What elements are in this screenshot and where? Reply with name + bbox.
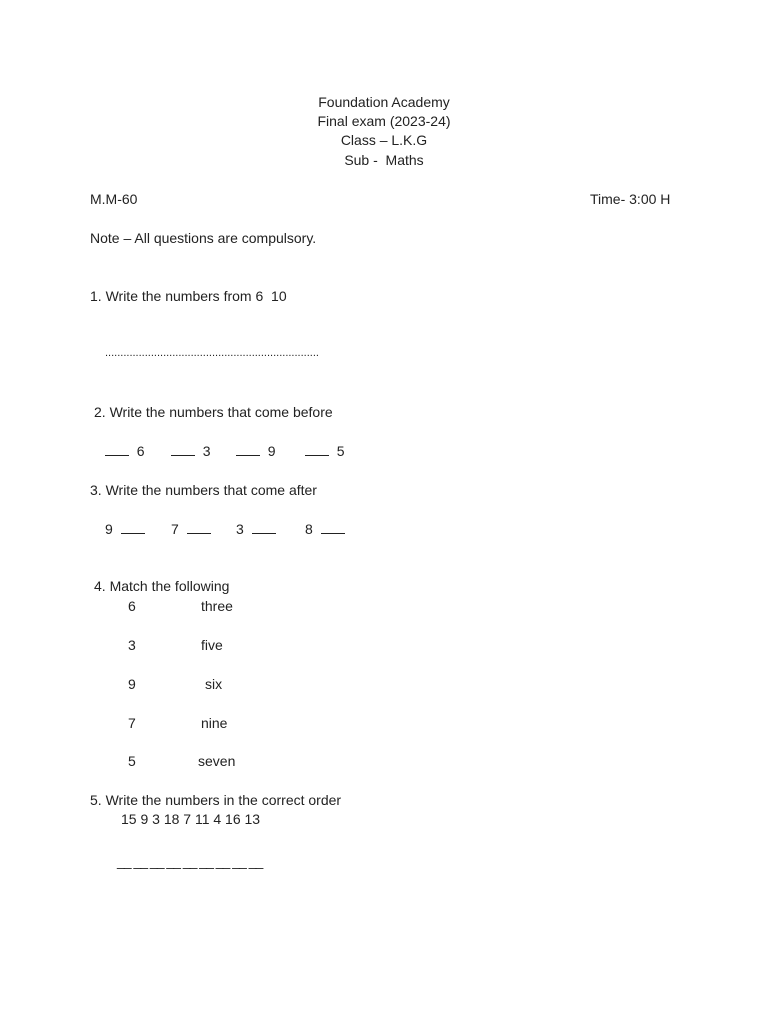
- q2-number: 3: [202, 443, 211, 459]
- match-left-item: 5: [128, 753, 136, 769]
- match-right-item: seven: [198, 753, 236, 769]
- answer-blank: [236, 443, 260, 456]
- answer-blank: [321, 521, 345, 534]
- q5-number-list: 15 9 3 18 7 11 4 16 13: [121, 811, 261, 827]
- school-name: Foundation Academy: [318, 94, 450, 110]
- match-left-item: 3: [128, 637, 136, 653]
- q3-number: 3: [236, 521, 244, 537]
- subject-label: Sub - Maths: [344, 152, 424, 168]
- match-right-item: three: [201, 598, 233, 614]
- q2-item: [236, 442, 276, 460]
- q3-number: 9: [105, 521, 113, 537]
- match-right-item: five: [201, 637, 223, 653]
- q3-item: [236, 520, 276, 538]
- q3-number: 7: [171, 521, 179, 537]
- answer-blank: [252, 521, 276, 534]
- q2-number: 6: [136, 443, 145, 459]
- time-allowed: Time- 3:00 H: [590, 191, 671, 207]
- q2-item: [305, 442, 345, 460]
- answer-blank: [305, 443, 329, 456]
- match-left-item: 9: [128, 676, 136, 692]
- q3-item: [105, 520, 145, 538]
- question-1: 1. Write the numbers from 6 10: [90, 288, 287, 304]
- q3-item: [171, 520, 211, 538]
- match-right-item: six: [205, 676, 223, 692]
- q2-number: 5: [336, 443, 345, 459]
- answer-blank: [187, 521, 211, 534]
- exam-title: Final exam (2023-24): [317, 113, 451, 129]
- class-label: Class – L.K.G: [340, 132, 428, 148]
- question-4: 4. Match the following: [94, 578, 230, 594]
- q2-item: [105, 442, 145, 460]
- answer-blank: [121, 521, 145, 534]
- answer-blank: [105, 443, 129, 456]
- question-3: 3. Write the numbers that come after: [90, 482, 317, 498]
- match-right-item: nine: [201, 715, 228, 731]
- max-marks: M.M-60: [90, 191, 138, 207]
- match-left-item: 6: [128, 598, 136, 614]
- q2-item: [171, 442, 211, 460]
- match-left-item: 7: [128, 715, 136, 731]
- q3-item: [305, 520, 345, 538]
- answer-blank: [171, 443, 195, 456]
- q5-answer-line: __ __ __ __ __ __ __ __ __: [117, 853, 263, 869]
- q3-number: 8: [305, 521, 313, 537]
- note: Note – All questions are compulsory.: [90, 230, 317, 246]
- question-5: 5. Write the numbers in the correct order: [90, 792, 342, 808]
- question-2: 2. Write the numbers that come before: [94, 404, 333, 420]
- answer-dotted-line: ......................................................................: [105, 347, 319, 359]
- q2-number: 9: [267, 443, 276, 459]
